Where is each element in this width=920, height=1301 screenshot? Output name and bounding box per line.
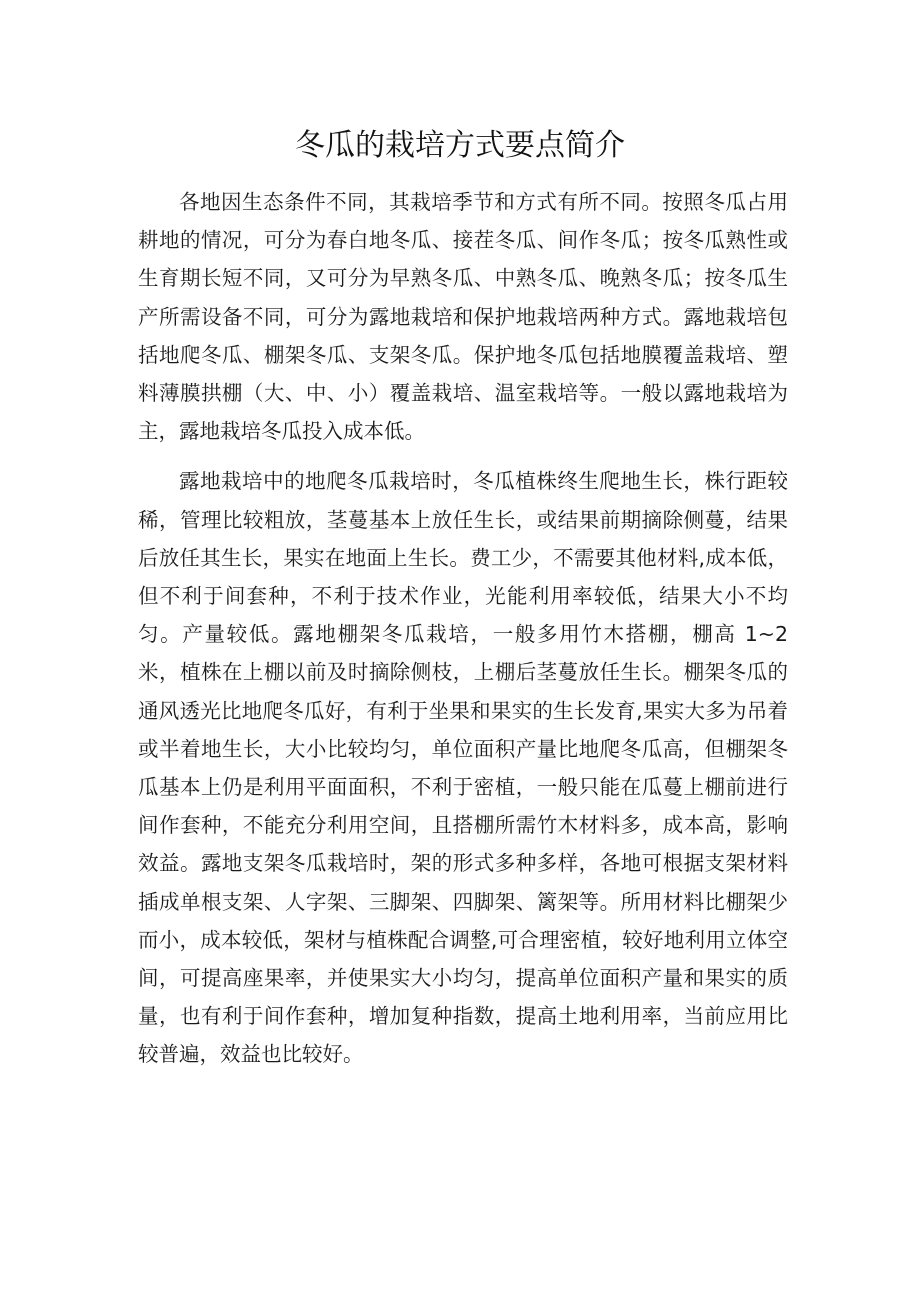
paragraph-cultivation-modes: 各地因生态条件不同，其栽培季节和方式有所不同。按照冬瓜占用耕地的情况，可分为春白地冬瓜、接茬冬瓜、间作冬瓜；按冬瓜熟性或生育期长短不同，又可分为早熟冬瓜、中熟冬瓜、晚熟冬瓜；按冬瓜生产所需设备不同，可分为露地栽培和保护地栽培两种方式。露地栽培包括地爬冬瓜、棚架冬瓜、支架冬瓜。保护地冬瓜包括地膜覆盖栽培、塑料薄膜拱棚（大、中、小）覆盖栽培、温室栽培等。一般以露地栽培为主，露地栽培冬瓜投入成本低。 xyxy=(138,190,788,444)
document-body xyxy=(138,183,788,1086)
page-title: 冬瓜的栽培方式要点简介 xyxy=(295,128,625,163)
paragraph-open-field-methods: 露地栽培中的地爬冬瓜栽培时，冬瓜植株终生爬地生长，株行距较稀，管理比较粗放，茎蔓基本上放任生长，或结果前期摘除侧蔓，结果后放任其生长，果实在地面上生长。费工少，不需要其他材料,成本低，但不利于间套种，不利于技术作业，光能利用率较低，结果大小不均匀。产量较低。露地棚架冬瓜栽培，一般多用竹木搭棚，棚高 1~2 米，植株在上棚以前及时摘除侧枝，上棚后茎蔓放任生长。棚架冬瓜的通风透光比地爬冬瓜好，有利于坐果和果实的生长发育,果实大多为吊着或半着地生长，大小比较均匀，单位面积产量比地爬冬瓜高，但棚架冬瓜基本上仍是利用平面面积，不利于密植，一般只能在瓜蔓上棚前进行间作套种，不能充分利用空间，且搭棚所需竹木材料多，成本高，影响效益。露地支架冬瓜栽培时，架的形式多种多样，各地可根据支架材料插成单根支架、人字架、三脚架、四脚架、篱架等。所用材料比棚架少而小，成本较低，架材与植株配合调整,可合理密植，较好地利用立体空间，可提高座果率，并使果实大小均匀，提高单位面积产量和果实的质量，也有利于间作套种，增加复种指数，提高土地利用率，当前应用比较普遍，效益也比较好。 xyxy=(138,469,788,1067)
